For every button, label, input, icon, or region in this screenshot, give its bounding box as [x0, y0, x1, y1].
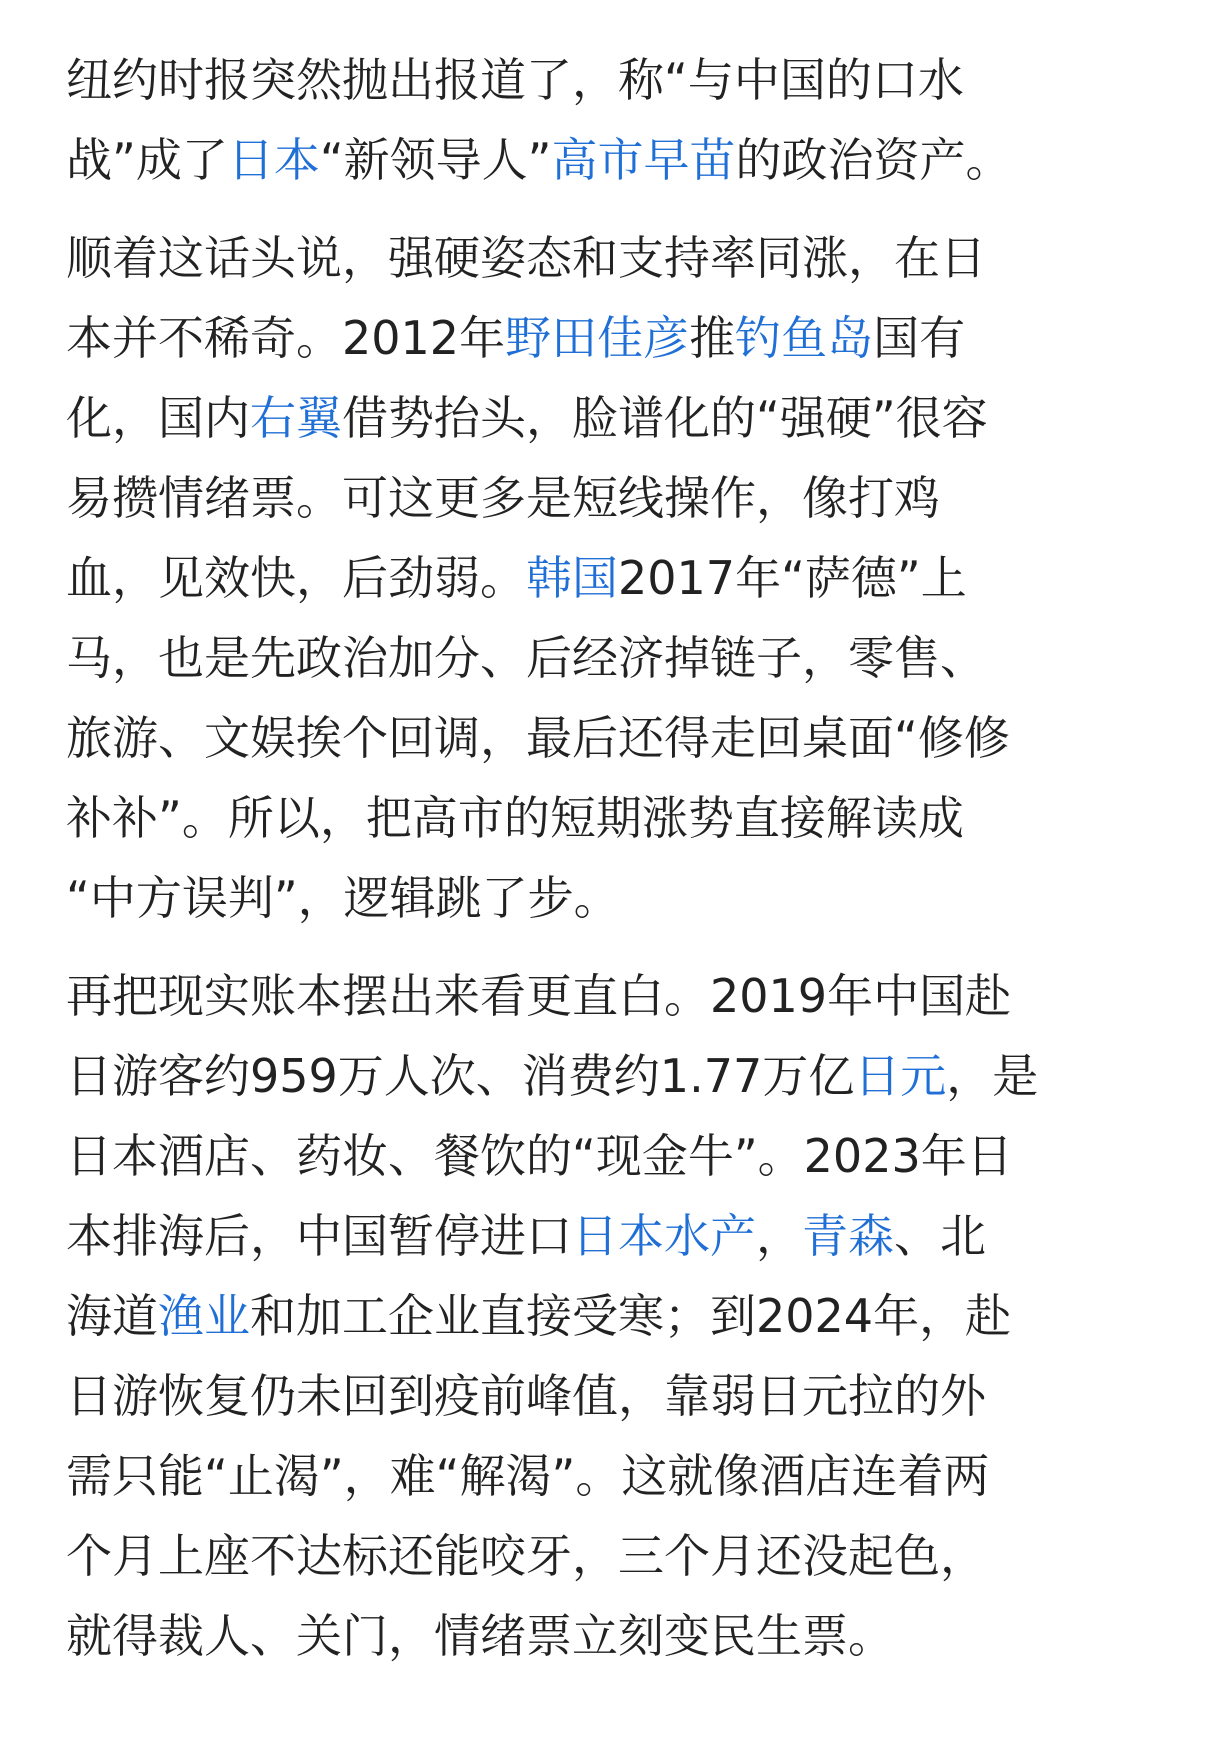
article-paragraph	[66, 218, 1176, 938]
text-segment: 马，也是先政治加分、后经济掉链子，零售、	[66, 631, 986, 685]
keyword-link[interactable]: 高市早苗	[551, 133, 736, 187]
text-segment: 旅游、文娱挨个回调，最后还得走回桌面“修修	[66, 711, 1010, 765]
text-segment: “中方误判”，逻辑跳了步。	[66, 871, 620, 925]
text-segment: 血，见效快，后劲弱。	[66, 551, 526, 605]
text-segment: 易攒情绪票。可这更多是短线操作，像打鸡	[66, 471, 940, 525]
text-line	[66, 1436, 1176, 1516]
text-segment: 顺着这话头说，强硬姿态和支持率同涨，在日	[66, 231, 986, 285]
text-segment: 国有	[873, 311, 966, 365]
text-line	[66, 120, 1176, 200]
text-segment: 的政治资产。	[735, 133, 1012, 187]
text-line	[66, 1516, 1176, 1596]
text-segment: 需只能“止渴”，难“解渴”。这就像酒店连着两	[66, 1449, 990, 1503]
keyword-link[interactable]: 青森	[802, 1209, 894, 1263]
text-line	[66, 1596, 1176, 1676]
text-line	[66, 538, 1176, 618]
text-line	[66, 618, 1176, 698]
keyword-link[interactable]: 钓鱼岛	[735, 311, 874, 365]
text-line	[66, 858, 1176, 938]
text-line	[66, 298, 1176, 378]
text-line	[66, 1356, 1176, 1436]
text-line	[66, 1116, 1176, 1196]
text-line	[66, 698, 1176, 778]
text-segment: ，是	[946, 1049, 1039, 1103]
text-segment: 化，国内	[66, 391, 250, 445]
text-line	[66, 956, 1176, 1036]
text-segment: 推	[689, 311, 736, 365]
text-line	[66, 378, 1176, 458]
text-segment: 借势抬头，脸谱化的“强硬”很容	[342, 391, 988, 445]
text-segment: 海道	[66, 1289, 158, 1343]
text-line	[66, 458, 1176, 538]
text-segment: 再把现实账本摆出来看更直白。2019年中国赴	[66, 969, 1012, 1023]
text-segment: 本并不稀奇。2012年	[66, 311, 506, 365]
keyword-link[interactable]: 日元	[854, 1049, 947, 1103]
article-body	[66, 40, 1176, 1676]
keyword-link[interactable]: 渔业	[158, 1289, 250, 1343]
text-line	[66, 1276, 1176, 1356]
text-segment: 2017年“萨德”上	[618, 551, 967, 605]
text-segment: “新领导人”	[319, 133, 552, 187]
keyword-link[interactable]: 日本	[227, 133, 320, 187]
text-line	[66, 778, 1176, 858]
text-segment: 个月上座不达标还能咬牙，三个月还没起色，	[66, 1529, 986, 1583]
text-segment: 日游恢复仍未回到疫前峰值，靠弱日元拉的外	[66, 1369, 986, 1423]
text-segment: 补补”。所以，把高市的短期涨势直接解读成	[66, 791, 964, 845]
text-segment: 日本酒店、药妆、餐饮的“现金牛”。2023年日	[66, 1129, 1013, 1183]
article-paragraph	[66, 40, 1176, 200]
text-segment: 本排海后，中国暂停进口	[66, 1209, 572, 1263]
text-segment: 、北	[894, 1209, 986, 1263]
text-line	[66, 40, 1176, 120]
keyword-link[interactable]: 韩国	[526, 551, 618, 605]
text-line	[66, 1036, 1176, 1116]
keyword-link[interactable]: 右翼	[250, 391, 342, 445]
article-paragraph	[66, 956, 1176, 1676]
text-segment: 日游客约959万人次、消费约1.77万亿	[66, 1049, 855, 1103]
text-line	[66, 1196, 1176, 1276]
text-segment: 战”成了	[66, 133, 228, 187]
text-segment: 和加工企业直接受寒；到2024年，赴	[250, 1289, 1012, 1343]
text-line	[66, 218, 1176, 298]
keyword-link[interactable]: 野田佳彦	[505, 311, 690, 365]
text-segment: ，	[756, 1209, 802, 1263]
text-segment: 就得裁人、关门，情绪票立刻变民生票。	[66, 1609, 894, 1663]
text-segment: 纽约时报突然抛出报道了，称“与中国的口水	[66, 53, 964, 107]
keyword-link[interactable]: 日本水产	[572, 1209, 756, 1263]
